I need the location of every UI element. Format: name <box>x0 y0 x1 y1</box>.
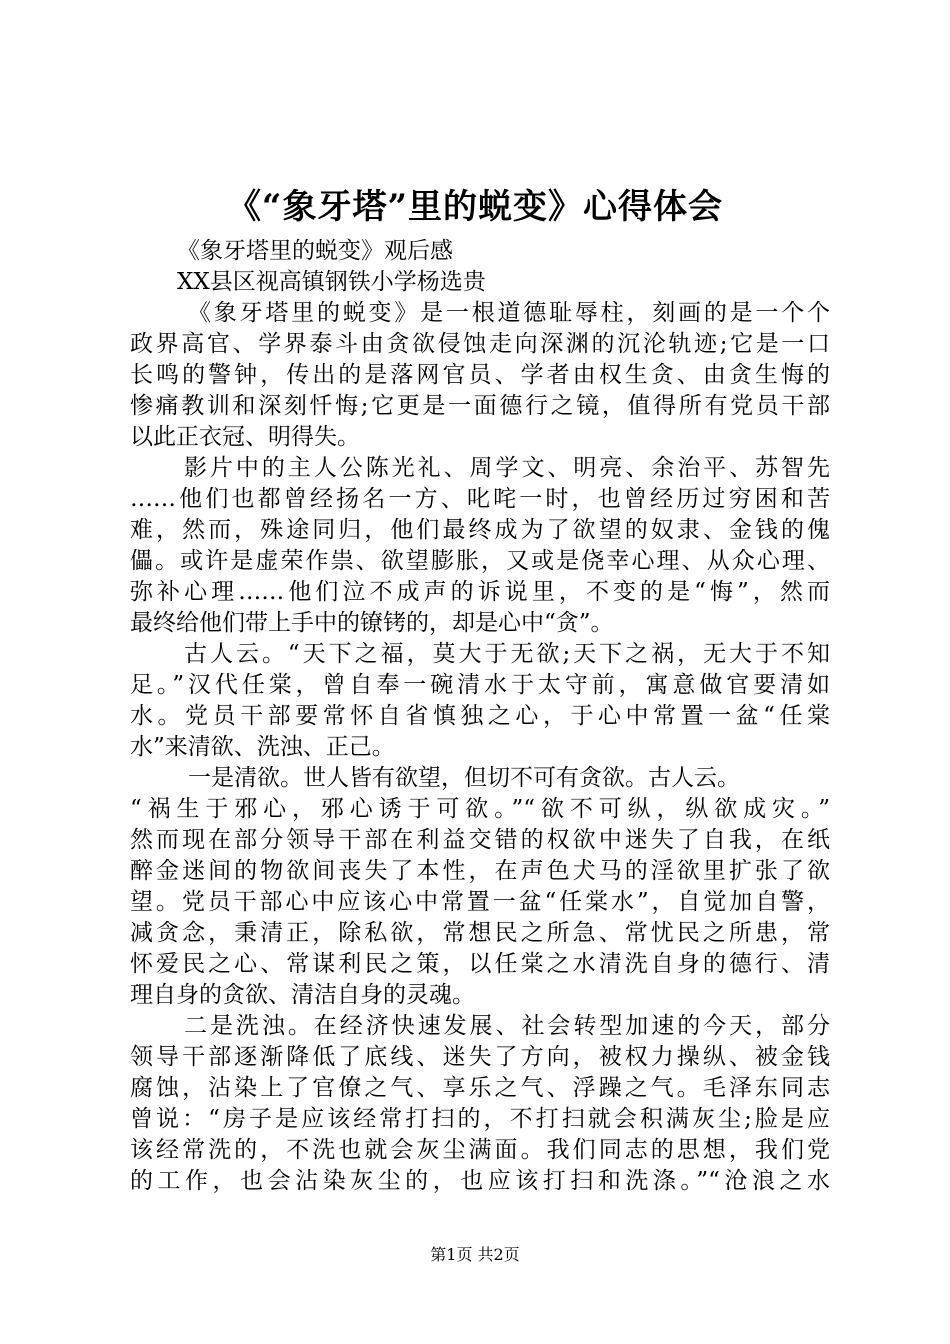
paragraph-line: 曾说：“房子是应该经常打扫的，不打扫就会积满灰尘;脸是应 <box>130 1106 830 1132</box>
document-body <box>130 236 830 1197</box>
paragraph-line: 醉金迷间的物欲间丧失了本性，在声色犬马的淫欲里扩张了欲 <box>130 858 830 884</box>
paragraph-line: 影片中的主人公陈光礼、周学文、明亮、余治平、苏智先 <box>184 455 830 481</box>
document-subtitle: 《象牙塔里的蜕变》观后感 <box>177 238 453 264</box>
paragraph-line: 该经常洗的，不洗也就会灰尘满面。我们同志的思想，我们党 <box>130 1137 830 1163</box>
paragraph-line: 长鸣的警钟，传出的是落网官员、学者由权生贪、由贪生悔的 <box>130 362 830 388</box>
document-author: XX县区视高镇钢铁小学杨选贵 <box>177 269 486 295</box>
paragraph-line: 水”来清欲、洗浊、正己。 <box>130 734 395 760</box>
paragraph-line: 怀爱民之心、常谋利民之策，以任棠之水清洗自身的德行、清 <box>130 951 830 977</box>
paragraph-line: 弥补心理……他们泣不成声的诉说里，不变的是“悔”，然而 <box>130 579 830 605</box>
paragraph-line: 的工作，也会沾染灰尘的，也应该打扫和洗涤。”“沧浪之水 <box>130 1168 830 1194</box>
paragraph-line: 理自身的贪欲、清洁自身的灵魂。 <box>130 982 475 1008</box>
paragraph-line: 惨痛教训和深刻忏悔;它更是一面德行之镜，值得所有党员干部 <box>130 393 830 419</box>
paragraph-line: 《象牙塔里的蜕变》是一根道德耻辱柱，刻画的是一个个 <box>188 300 830 326</box>
paragraph-line: 政界高官、学界泰斗由贪欲侵蚀走向深渊的沉沦轨迹;它是一口 <box>130 331 830 357</box>
paragraph-line: 以此正衣冠、明得失。 <box>130 424 360 450</box>
document-title: 《“象牙塔”里的蜕变》心得体会 <box>226 187 724 227</box>
paragraph-line: 望。党员干部心中应该心中常置一盆“任棠水”，自觉加自警， <box>130 889 830 915</box>
paragraph-line: 然而现在部分领导干部在利益交错的权欲中迷失了自我，在纸 <box>130 827 830 853</box>
paragraph-line: 二是洗浊。在经济快速发展、社会转型加速的今天，部分 <box>184 1013 830 1039</box>
paragraph-line: 领导干部逐渐降低了底线、迷失了方向，被权力操纵、被金钱 <box>130 1044 830 1070</box>
page-footer: 第1页 共2页 <box>430 1245 520 1264</box>
paragraph-line: “祸生于邪心，邪心诱于可欲。”“欲不可纵，纵欲成灾。” <box>130 796 830 822</box>
paragraph-line: 古人云。“天下之福，莫大于无欲;天下之祸，无大于不知 <box>184 641 830 667</box>
paragraph-line: ……他们也都曾经扬名一方、叱咤一时，也曾经历过穷困和苦 <box>130 486 830 512</box>
paragraph-line: 减贪念，秉清正，除私欲，常想民之所急、常忧民之所患，常 <box>130 920 830 946</box>
paragraph-line: 儡。或许是虚荣作祟、欲望膨胀，又或是侥幸心理、从众心理、 <box>130 548 830 574</box>
paragraph-line: 一是清欲。世人皆有欲望，但切不可有贪欲。古人云。 <box>188 765 740 791</box>
paragraph-line: 最终给他们带上手中的镣铐的，却是心中“贪”。 <box>130 610 614 636</box>
paragraph-line: 难，然而，殊途同归，他们最终成为了欲望的奴隶、金钱的傀 <box>130 517 830 543</box>
paragraph-line: 水。党员干部要常怀自省慎独之心，于心中常置一盆“任棠 <box>130 703 830 729</box>
paragraph-line: 足。”汉代任棠，曾自奉一碗清水于太守前，寓意做官要清如 <box>130 672 830 698</box>
paragraph-line: 腐蚀，沾染上了官僚之气、享乐之气、浮躁之气。毛泽东同志 <box>130 1075 830 1101</box>
